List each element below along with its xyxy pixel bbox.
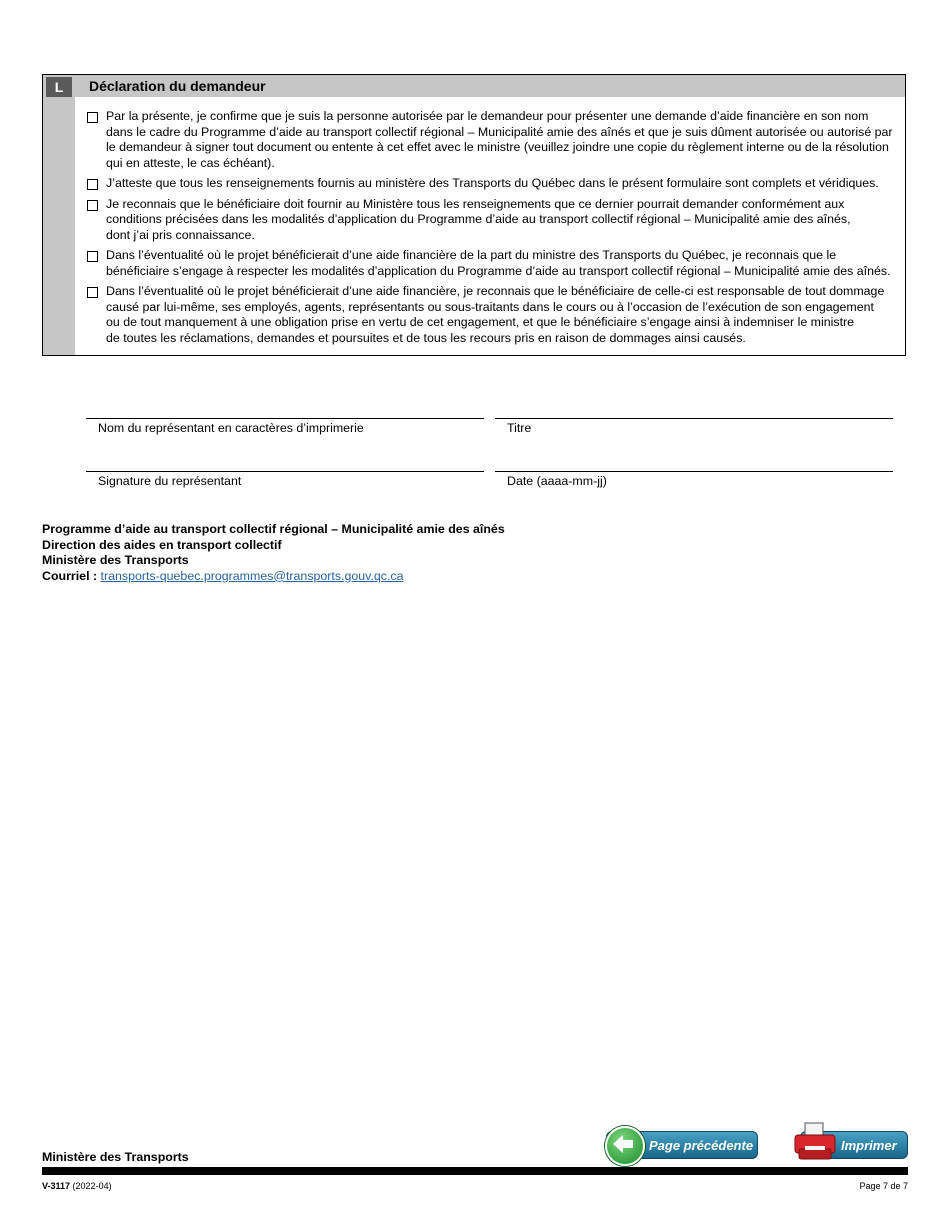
- signature-field[interactable]: [86, 471, 484, 472]
- form-identifier: [42, 1181, 112, 1191]
- printer-icon: [793, 1122, 837, 1162]
- declaration-item: [87, 197, 899, 244]
- title-field[interactable]: [495, 418, 893, 419]
- section-title: Déclaration du demandeur: [89, 78, 266, 94]
- date-field[interactable]: [495, 471, 893, 472]
- declaration-list: [87, 109, 899, 351]
- declaration-text: Dans l’éventualité où le projet bénéficierait d’une aide financière de la part du ministre des Transports du Québec, je reconnais que le bénéficiaire s’engage à respecter les modalités d’application du Programme d’aide au transport collectif régional – Municipalité amie des aînés.: [106, 248, 891, 278]
- form-code: V-3117: [42, 1181, 71, 1191]
- declaration-item: [87, 176, 899, 192]
- footer-divider: [42, 1167, 908, 1175]
- declaration-item: [87, 109, 899, 171]
- contact-block: [42, 522, 505, 584]
- declaration-checkbox-3[interactable]: [87, 200, 98, 211]
- print-label: Imprimer: [841, 1138, 897, 1153]
- declaration-section: [42, 74, 906, 356]
- declaration-checkbox-5[interactable]: [87, 287, 98, 298]
- section-side-band: [43, 75, 75, 355]
- name-field[interactable]: [86, 418, 484, 419]
- previous-page-label: Page précédente: [649, 1138, 754, 1153]
- form-date: (2022-04): [72, 1181, 112, 1191]
- ministry-name: Ministère des Transports: [42, 553, 189, 568]
- declaration-text: J’atteste que tous les renseignements fournis au ministère des Transports du Québec dans le présent formulaire sont complets et véridiques.: [106, 176, 879, 190]
- declaration-item: [87, 248, 899, 279]
- name-label: Nom du représentant en caractères d’imprimerie: [98, 421, 364, 435]
- program-name: Programme d’aide au transport collectif régional – Municipalité amie des aînés: [42, 522, 505, 536]
- section-letter: L: [46, 77, 72, 97]
- declaration-checkbox-4[interactable]: [87, 251, 98, 262]
- date-label: Date (aaaa-mm-jj): [507, 474, 607, 488]
- footer-ministry: Ministère des Transports: [42, 1150, 189, 1164]
- declaration-text: Par la présente, je confirme que je suis la personne autorisée par le demandeur pour présenter une demande d’aide financière en son nom dans le cadre du Programme d’aide au transport collectif régional – Municipalité amie des aînés et que je suis dûment autorisée ou autorisé par le demandeur à signer tout document ou entente à cet effet avec le ministre (veuillez joindre une copie du règlement interne ou de la résolution qui en atteste, le cas échéant).: [106, 109, 893, 170]
- email-label: Courriel :: [42, 568, 98, 583]
- arrow-left-icon: [605, 1126, 645, 1166]
- previous-page-button[interactable]: [606, 1131, 758, 1159]
- declaration-checkbox-2[interactable]: [87, 179, 98, 190]
- declaration-checkbox-1[interactable]: [87, 112, 98, 123]
- page-number: Page 7 de 7: [859, 1181, 908, 1191]
- email-link[interactable]: transports-quebec.programmes@transports.gouv.qc.ca: [100, 568, 404, 583]
- declaration-item: [87, 284, 899, 346]
- declaration-text: Dans l’éventualité où le projet bénéficierait d’une aide financière, je reconnais que le bénéficiaire de celle-ci est responsable de tout dommage causé par lui-même, ses employés, agents, représentants ou sous-traitants dans le cours ou à l’occasion de l’exécution de son engagement ou de tout manquement à une obligation prise en vertu de cet engagement, et que le bénéficiaire s’engage ainsi à indemniser le ministre de toutes les réclamations, demandes et poursuites et de tous les recours pris en raison de dommages ainsi causés.: [106, 284, 885, 345]
- section-header: [75, 75, 905, 97]
- signature-label: Signature du représentant: [98, 474, 242, 488]
- direction-name: Direction des aides en transport collectif: [42, 537, 282, 552]
- print-button[interactable]: [800, 1131, 908, 1159]
- declaration-text: Je reconnais que le bénéficiaire doit fournir au Ministère tous les renseignements que ce dernier pourrait demander conformément aux conditions précisées dans les modalités d’application du Programme d’aide au transport collectif régional – Municipalité amie des aînés, dont j’ai pris connaissance.: [106, 196, 851, 242]
- title-label: Titre: [507, 421, 532, 435]
